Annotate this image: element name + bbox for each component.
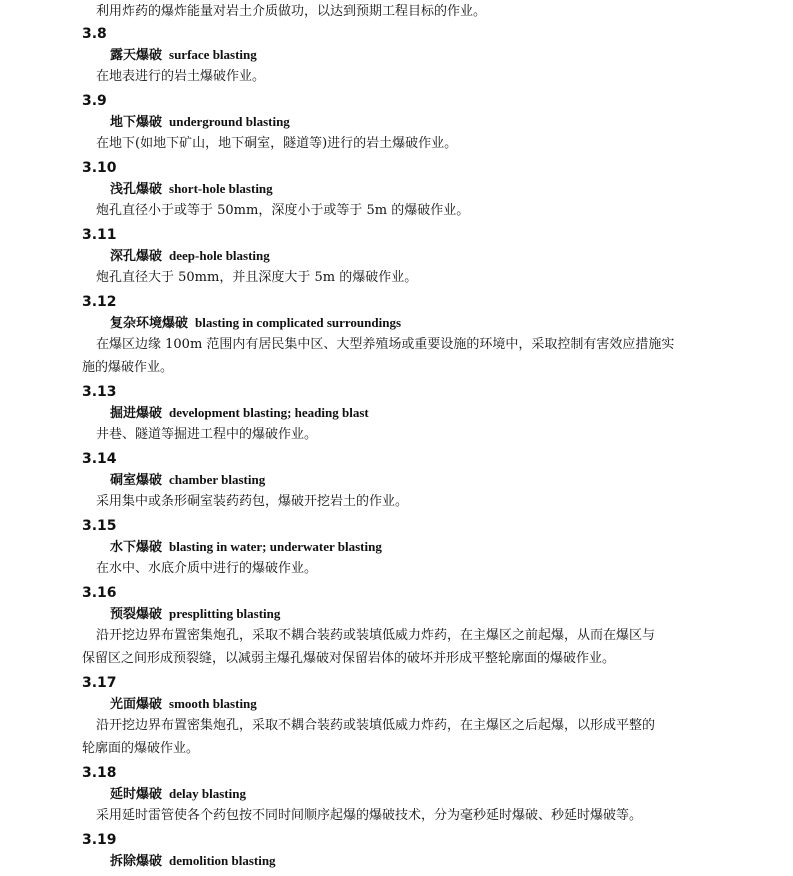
term-chinese: 拆除爆破 xyxy=(110,854,163,869)
term-number: 3.17 xyxy=(82,675,117,691)
term-heading xyxy=(110,851,276,872)
term-definition: 沿开挖边界布置密集炮孔，采取不耦合装药或装填低威力炸药，在主爆区之前起爆，从而在爆区与 xyxy=(96,628,656,643)
continuation-text: 利用炸药的爆炸能量对岩土介质做功，以达到预期工程目标的作业。 xyxy=(96,4,487,19)
term-definition: 采用集中或条形硐室装药药包，爆破开挖岩土的作业。 xyxy=(96,494,409,509)
term-chinese: 地下爆破 xyxy=(110,115,163,130)
term-number: 3.12 xyxy=(82,294,117,310)
term-english: blasting in water; underwater blasting xyxy=(169,539,382,554)
term-definition: 炮孔直径大于 50mm，并且深度大于 5m 的爆破作业。 xyxy=(96,270,418,285)
term-number: 3.13 xyxy=(82,384,117,400)
term-number: 3.14 xyxy=(82,451,117,467)
term-definition: 施的爆破作业。 xyxy=(82,360,174,375)
term-chinese: 水下爆破 xyxy=(110,540,163,555)
term-chinese: 延时爆破 xyxy=(110,787,163,802)
term-definition: 在地下(如地下矿山，地下硐室，隧道等)进行的岩土爆破作业。 xyxy=(96,136,458,151)
term-heading xyxy=(110,403,369,424)
term-heading xyxy=(110,313,401,334)
term-number: 3.11 xyxy=(82,227,117,243)
term-chinese: 硐室爆破 xyxy=(110,473,163,488)
term-heading xyxy=(110,179,273,200)
term-heading xyxy=(110,470,265,491)
term-definition: 保留区之间形成预裂缝，以减弱主爆孔爆破对保留岩体的破坏并形成平整轮廓面的爆破作业。 xyxy=(82,651,616,666)
term-definition: 井巷、隧道等掘进工程中的爆破作业。 xyxy=(96,427,318,442)
term-english: surface blasting xyxy=(169,47,257,62)
term-definition: 在水中、水底介质中进行的爆破作业。 xyxy=(96,561,318,576)
term-heading xyxy=(110,246,270,267)
term-english: development blasting; heading blast xyxy=(169,405,369,420)
term-number: 3.8 xyxy=(82,26,107,42)
term-english: demolition blasting xyxy=(169,853,276,868)
term-heading xyxy=(110,537,382,558)
term-english: blasting in complicated surroundings xyxy=(195,315,402,330)
term-heading xyxy=(110,694,257,715)
term-number: 3.16 xyxy=(82,585,117,601)
term-heading xyxy=(110,45,257,66)
term-number: 3.9 xyxy=(82,93,107,109)
term-english: underground blasting xyxy=(169,114,290,129)
term-chinese: 复杂环境爆破 xyxy=(110,316,189,331)
term-number: 3.19 xyxy=(82,832,117,848)
term-heading xyxy=(110,784,246,805)
term-heading xyxy=(110,604,280,625)
term-chinese: 光面爆破 xyxy=(110,697,163,712)
term-definition: 采用延时雷管使各个药包按不同时间顺序起爆的爆破技术，分为毫秒延时爆破、秒延时爆破等。 xyxy=(96,808,643,823)
term-definition: 在地表进行的岩土爆破作业。 xyxy=(96,69,266,84)
term-english: delay blasting xyxy=(169,786,246,801)
term-chinese: 浅孔爆破 xyxy=(110,182,163,197)
term-chinese: 预裂爆破 xyxy=(110,607,163,622)
term-english: deep-hole blasting xyxy=(169,248,270,263)
term-chinese: 露天爆破 xyxy=(110,48,163,63)
term-number: 3.15 xyxy=(82,518,117,534)
term-number: 3.10 xyxy=(82,160,117,176)
term-definition: 在爆区边缘 100m 范围内有居民集中区、大型养殖场或重要设施的环境中，采取控制有害效应措施实 xyxy=(96,337,675,352)
term-heading xyxy=(110,112,290,133)
term-number: 3.18 xyxy=(82,765,117,781)
term-english: smooth blasting xyxy=(169,696,257,711)
term-chinese: 掘进爆破 xyxy=(110,406,163,421)
term-english: short-hole blasting xyxy=(169,181,273,196)
term-chinese: 深孔爆破 xyxy=(110,249,163,264)
term-english: chamber blasting xyxy=(169,472,266,487)
term-definition: 轮廓面的爆破作业。 xyxy=(82,741,200,756)
term-definition: 炮孔直径小于或等于 50mm，深度小于或等于 5m 的爆破作业。 xyxy=(96,203,470,218)
term-definition: 沿开挖边界布置密集炮孔，采取不耦合装药或装填低威力炸药，在主爆区之后起爆，以形成平整的 xyxy=(96,718,656,733)
term-english: presplitting blasting xyxy=(169,606,281,621)
